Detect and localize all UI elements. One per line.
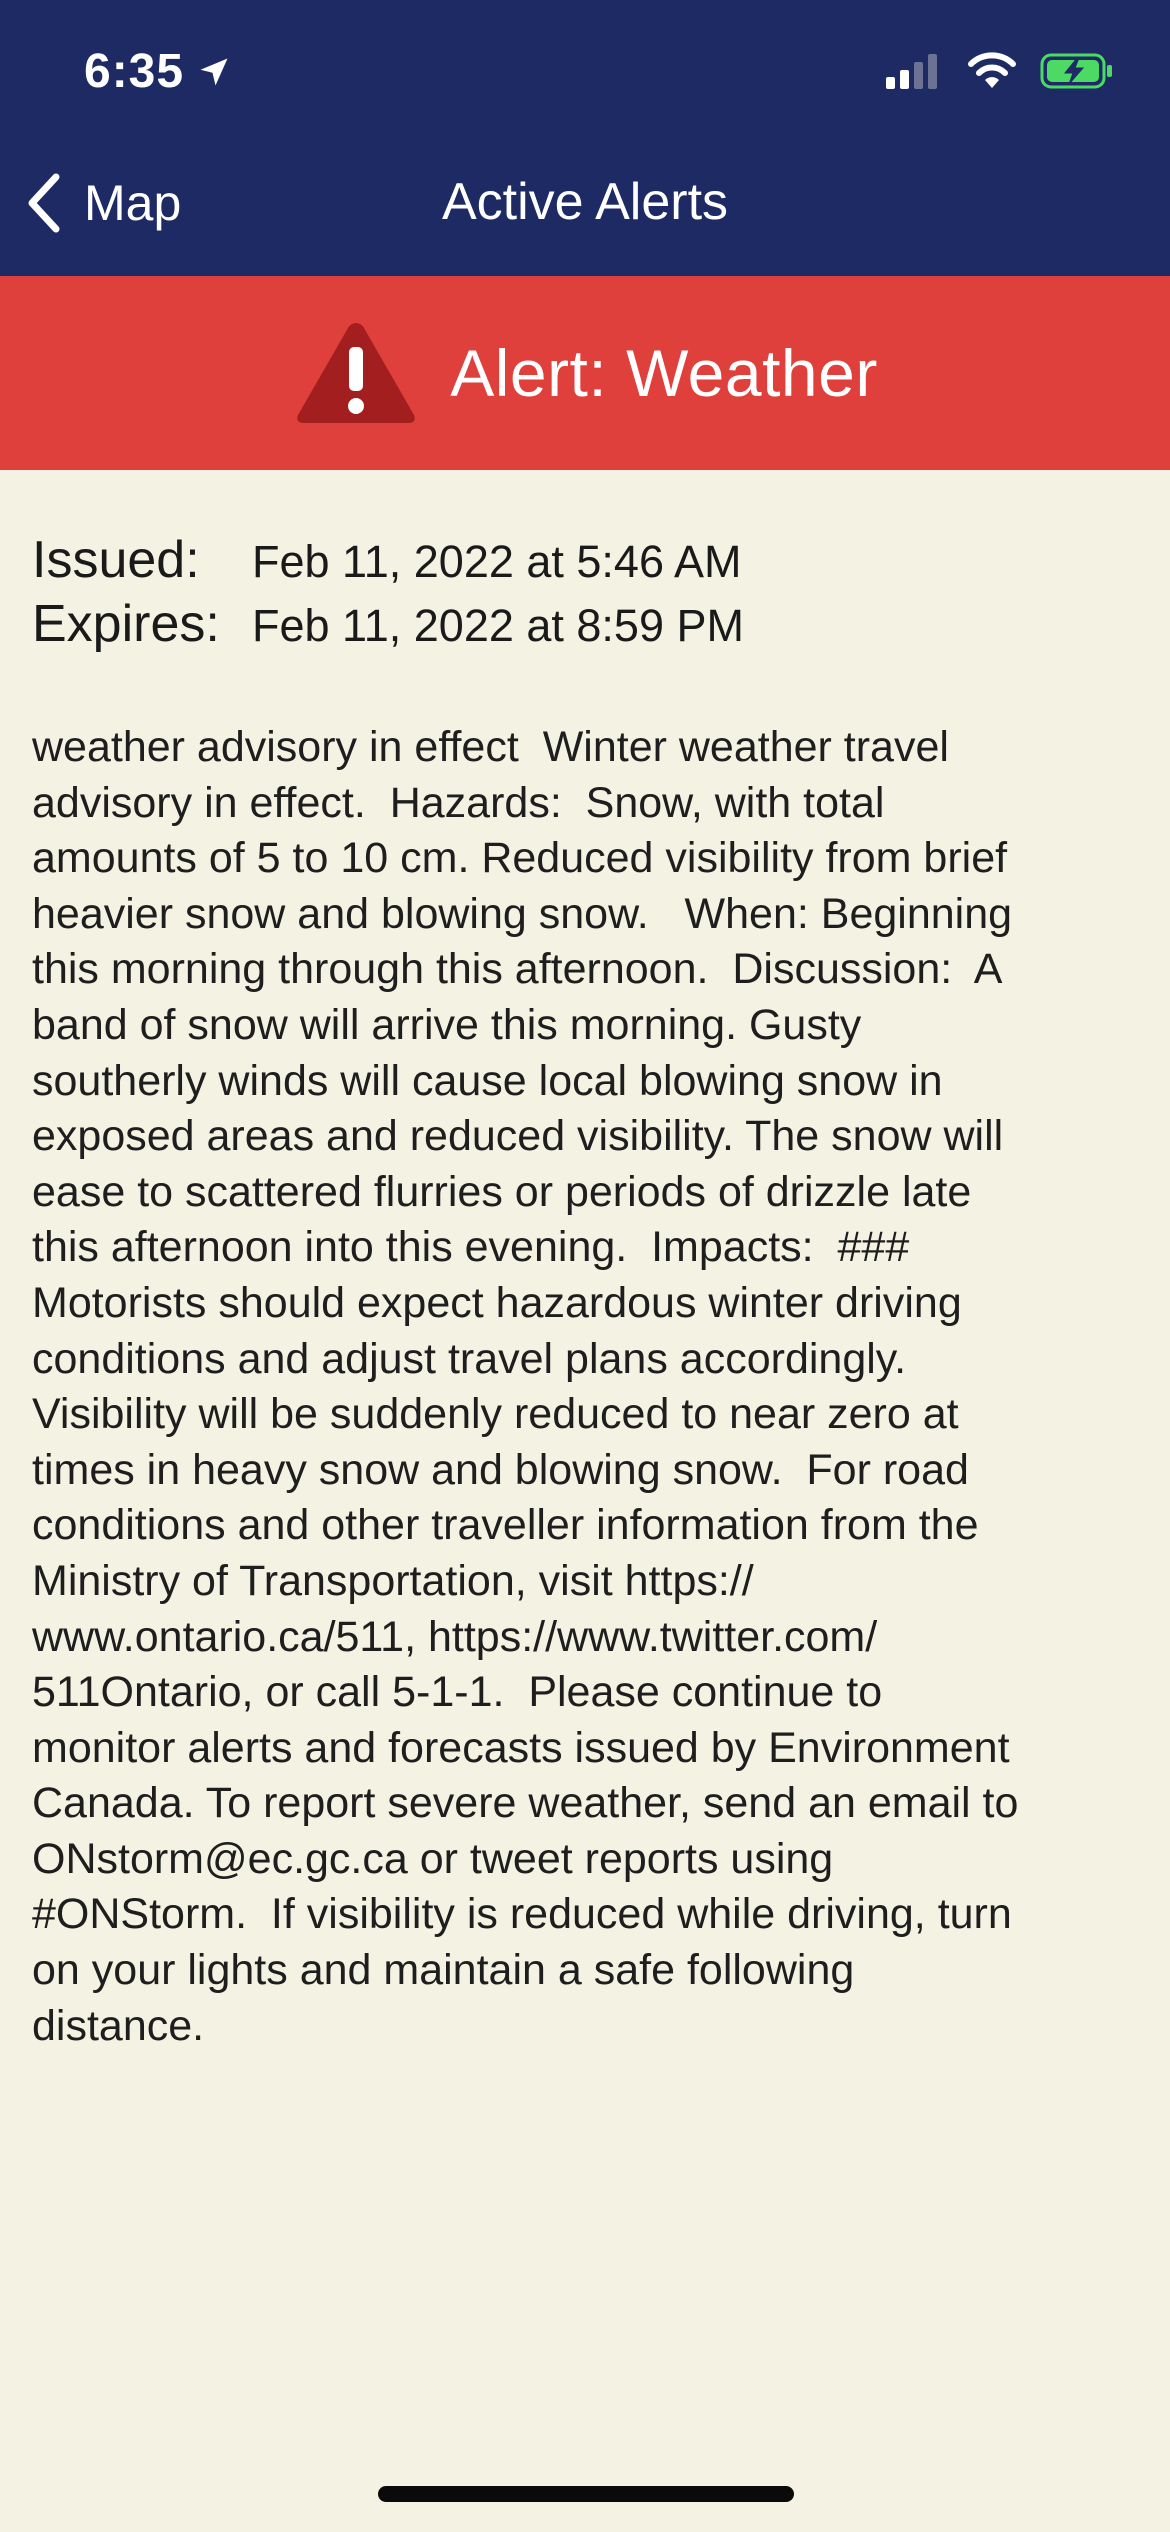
alert-description-line: Visibility will be suddenly reduced to near zero at	[32, 1390, 959, 1439]
alert-description-line: Motorists should expect hazardous winter driving	[32, 1278, 962, 1327]
alert-description-line: ease to scattered flurries or periods of drizzle late	[32, 1167, 972, 1216]
issued-label: Issued:	[32, 531, 200, 589]
alert-description-line: weather advisory in effect Winter weather travel	[32, 723, 949, 771]
alert-description-line: Canada. To report severe weather, send an email to	[32, 1779, 1019, 1828]
alert-description-line: #ONStorm. If visibility is reduced while driving, turn	[32, 1890, 1012, 1939]
expires-value: Feb 11, 2022 at 8:59 PM	[252, 600, 744, 651]
status-time-text: 6:35	[84, 45, 185, 98]
alert-description-line: exposed areas and reduced visibility. The snow will	[32, 1112, 1004, 1161]
alert-banner	[0, 276, 1170, 470]
wifi-icon	[966, 52, 1018, 90]
status-indicators	[886, 52, 1114, 90]
alert-description-line: advisory in effect. Hazards: Snow, with total	[32, 778, 885, 827]
alert-description-line: times in heavy snow and blowing snow. For road	[32, 1445, 969, 1494]
location-arrow-icon	[196, 54, 232, 90]
alert-description-line: conditions and other traveller information from the	[32, 1501, 979, 1550]
alert-description-line: southerly winds will cause local blowing snow in	[32, 1056, 943, 1105]
alert-description	[32, 720, 1144, 2054]
warning-triangle-icon	[292, 317, 420, 429]
expires-label: Expires:	[32, 595, 220, 653]
navigation-header	[0, 0, 1170, 276]
alert-description-line: amounts of 5 to 10 cm. Reduced visibility from brief	[32, 834, 1008, 883]
expires-row	[32, 594, 1132, 658]
home-indicator[interactable]	[378, 2486, 794, 2502]
issued-value: Feb 11, 2022 at 5:46 AM	[252, 536, 742, 587]
alert-meta	[32, 530, 1132, 658]
alert-description-line: 511Ontario, or call 5-1-1. Please continue to	[32, 1668, 883, 1717]
alert-description-line: ONstorm@ec.gc.ca or tweet reports using	[32, 1834, 834, 1883]
back-button-label: Map	[84, 175, 182, 231]
alert-description-line: band of snow will arrive this morning. Gusty	[32, 1000, 862, 1049]
alert-description-line: distance.	[32, 2001, 205, 2050]
issued-row	[32, 530, 1132, 594]
cellular-signal-icon	[886, 53, 942, 89]
alert-description-line: conditions and adjust travel plans accordingly.	[32, 1334, 907, 1383]
alert-description-line: monitor alerts and forecasts issued by Environment	[32, 1723, 1010, 1772]
alert-description-line: this morning through this afternoon. Discussion: A	[32, 945, 1003, 994]
alert-title: Alert: Weather	[450, 336, 878, 410]
battery-charging-icon	[1040, 53, 1114, 89]
status-bar-time	[84, 44, 232, 99]
alert-description-line: on your lights and maintain a safe following	[32, 1946, 855, 1995]
alert-description-line: Ministry of Transportation, visit https://	[32, 1556, 754, 1605]
alert-description-line: www.ontario.ca/511, https://www.twitter.com/	[32, 1612, 878, 1661]
alert-description-line: this afternoon into this evening. Impacts: ###	[32, 1223, 910, 1272]
alert-description-line: heavier snow and blowing snow. When: Beginning	[32, 889, 1013, 938]
page-title: Active Alerts	[441, 173, 729, 231]
